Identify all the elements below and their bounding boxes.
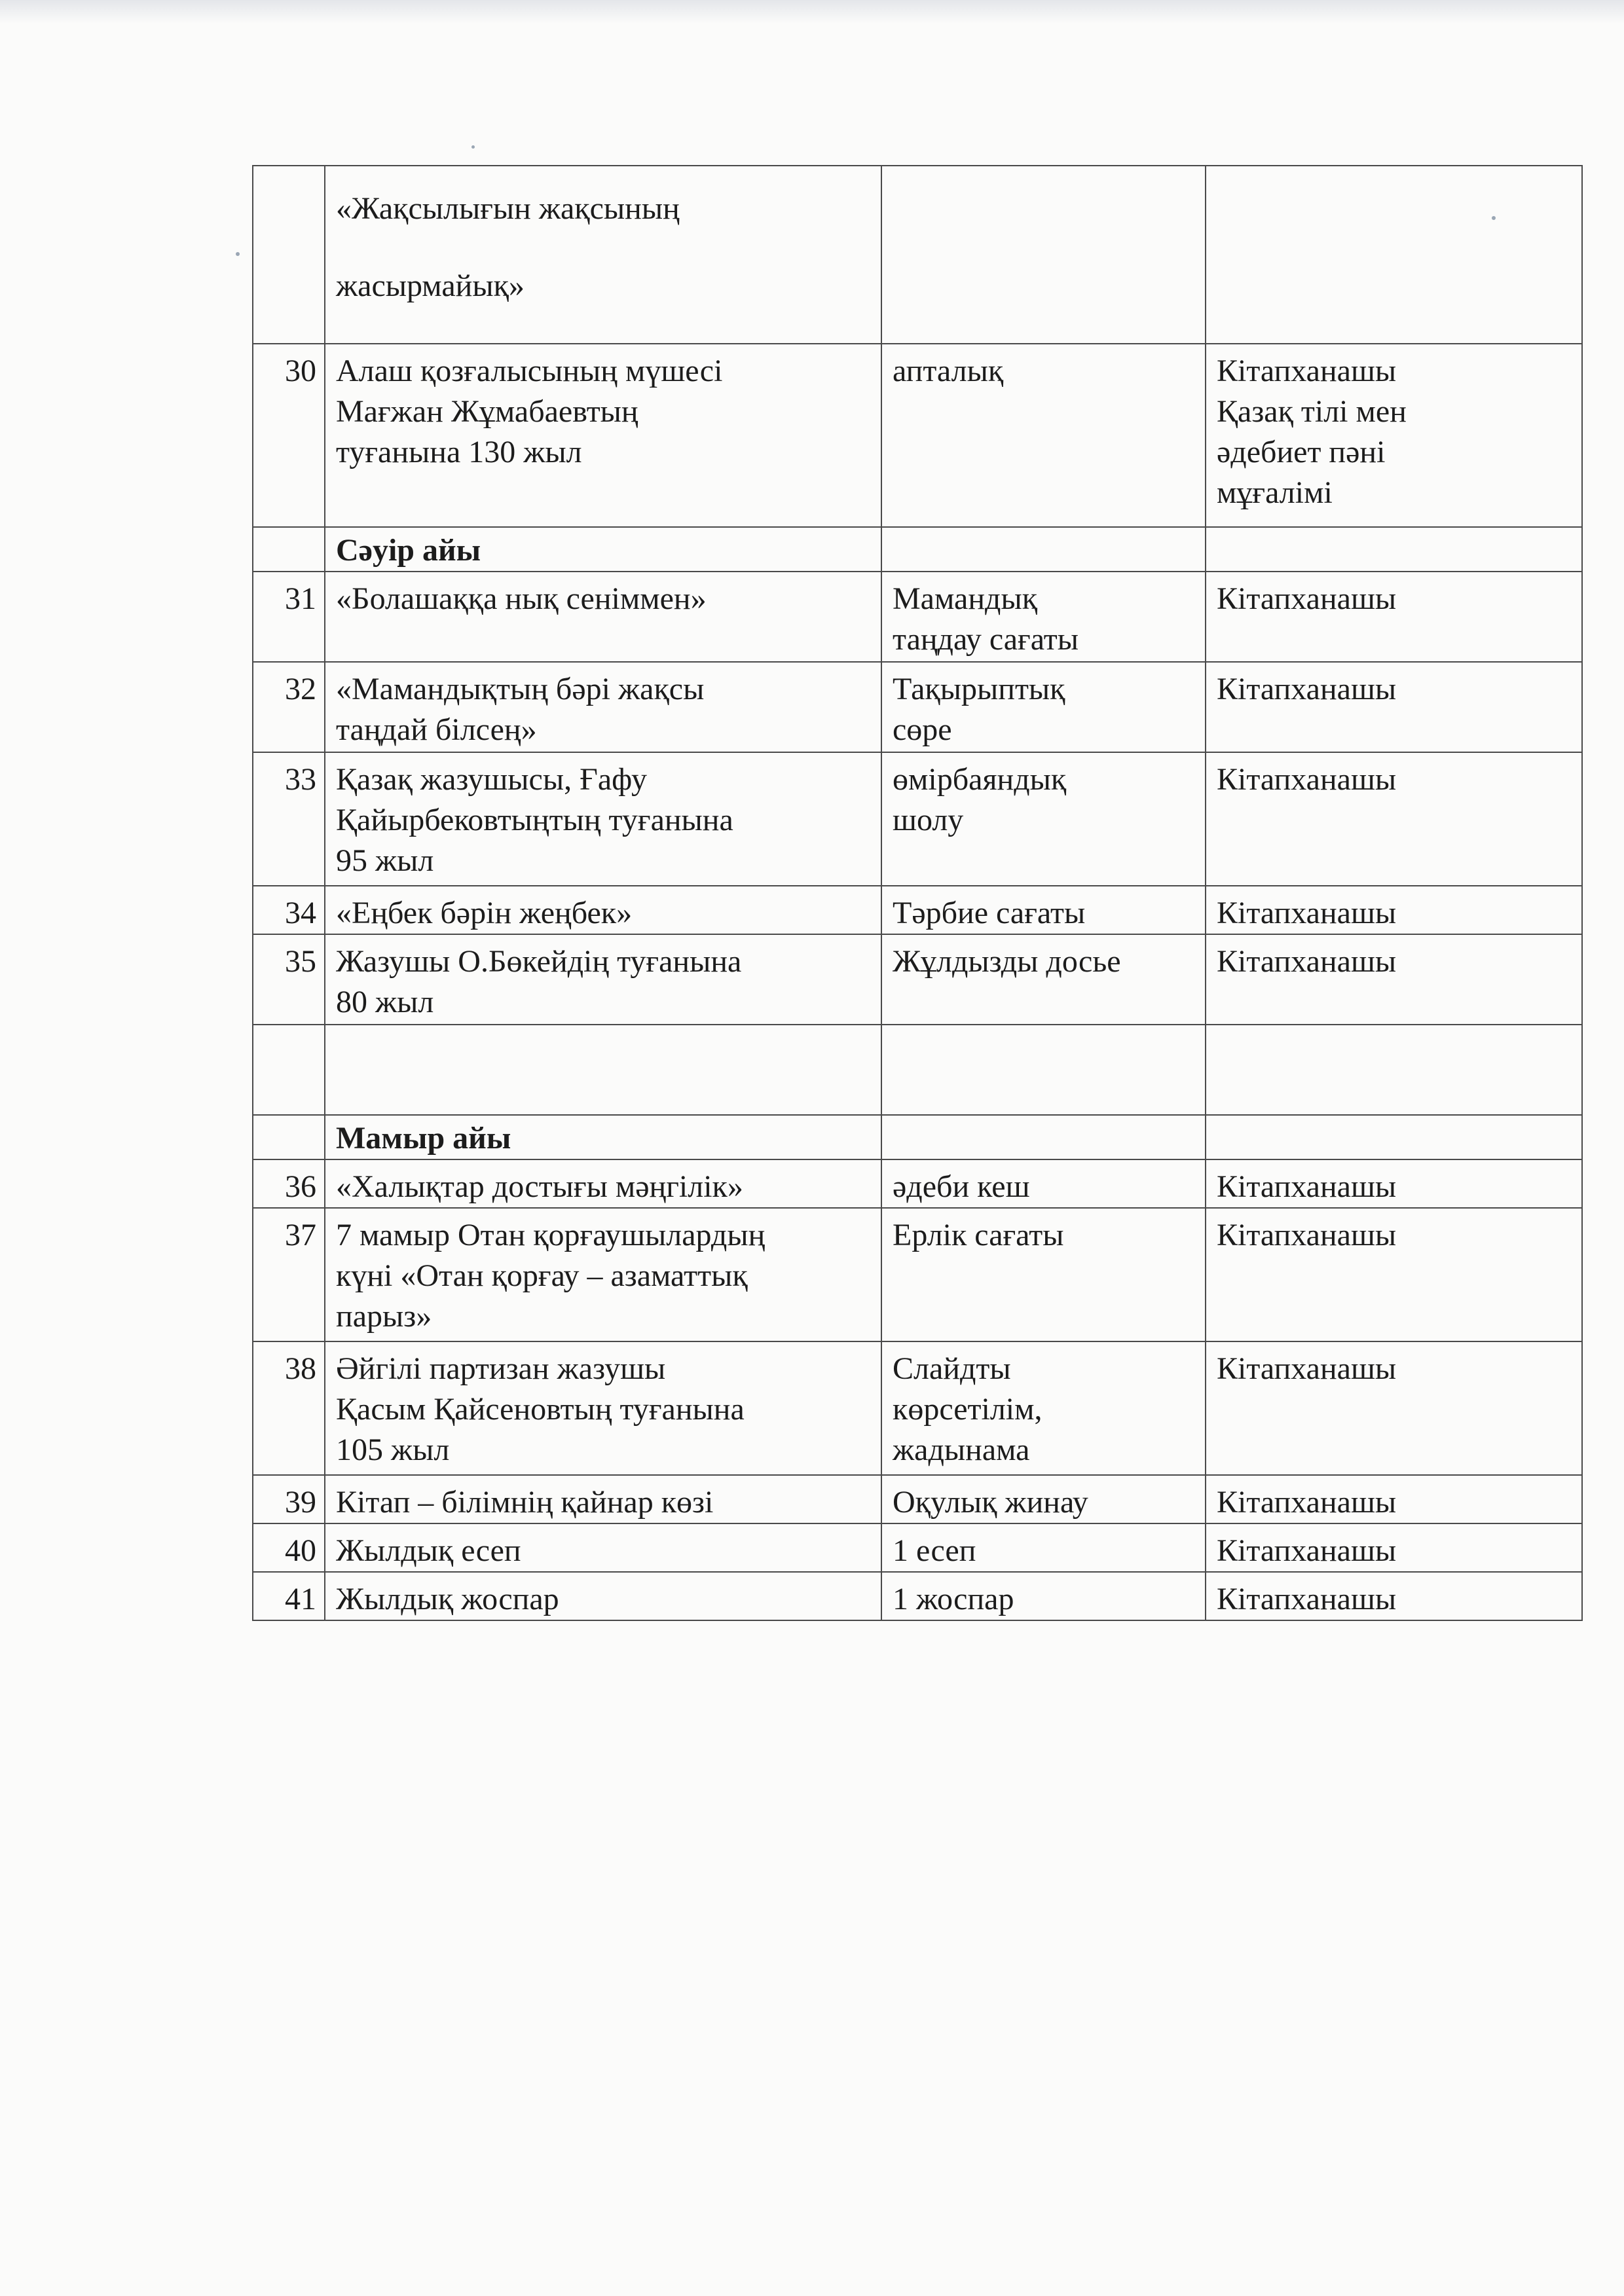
table-row — [253, 1159, 1582, 1208]
month-heading: Сәуір айы — [325, 527, 881, 572]
event-form: Слайдты көрсетілім, жадынама — [881, 1341, 1206, 1475]
table-row — [253, 1475, 1582, 1523]
plan-table — [252, 165, 1583, 1621]
event-title: Жылдық жоспар — [325, 1572, 881, 1620]
row-number: 38 — [253, 1341, 325, 1475]
table-row — [253, 752, 1582, 886]
event-responsible: Кітапханашы — [1206, 934, 1582, 1025]
table-row — [253, 344, 1582, 527]
plan-table-body — [253, 166, 1582, 1620]
event-title: Жылдық есеп — [325, 1523, 881, 1572]
row-number — [253, 1115, 325, 1159]
month-heading: Мамыр айы — [325, 1115, 881, 1159]
event-responsible: Кітапханашы — [1206, 1523, 1582, 1572]
event-title: «Болашаққа нық сеніммен» — [325, 572, 881, 662]
event-form: 1 есеп — [881, 1523, 1206, 1572]
event-title — [325, 1025, 881, 1115]
event-form: 1 жоспар — [881, 1572, 1206, 1620]
event-form — [881, 1115, 1206, 1159]
event-responsible: Кітапханашы — [1206, 1341, 1582, 1475]
event-form: өмірбаяндық шолу — [881, 752, 1206, 886]
row-number: 32 — [253, 662, 325, 752]
event-form — [881, 527, 1206, 572]
event-form: Жұлдызды досье — [881, 934, 1206, 1025]
row-number: 33 — [253, 752, 325, 886]
event-responsible — [1206, 527, 1582, 572]
table-row-month — [253, 527, 1582, 572]
scan-speck — [236, 252, 240, 256]
event-responsible — [1206, 1025, 1582, 1115]
row-number — [253, 166, 325, 344]
event-responsible: Кітапханашы — [1206, 1475, 1582, 1523]
table-row-blank — [253, 1025, 1582, 1115]
event-responsible: Кітапханашы — [1206, 572, 1582, 662]
event-responsible: Кітапханашы — [1206, 886, 1582, 934]
event-title: «Мамандықтың бәрі жақсы таңдай білсең» — [325, 662, 881, 752]
table-row — [253, 886, 1582, 934]
row-number: 30 — [253, 344, 325, 527]
event-form: Тақырыптық сөре — [881, 662, 1206, 752]
event-responsible: Кітапханашы — [1206, 1159, 1582, 1208]
event-form — [881, 1025, 1206, 1115]
table-row — [253, 572, 1582, 662]
event-responsible: Кітапханашы — [1206, 1208, 1582, 1341]
event-title: Әйгілі партизан жазушы Қасым Қайсеновтың туғанына 105 жыл — [325, 1341, 881, 1475]
row-number: 35 — [253, 934, 325, 1025]
event-title: «Халықтар достығы мәңгілік» — [325, 1159, 881, 1208]
event-responsible: Кітапханашы Қазақ тілі мен әдебиет пәні мұғалімі — [1206, 344, 1582, 527]
event-title: Кітап – білімнің қайнар көзі — [325, 1475, 881, 1523]
table-row — [253, 1341, 1582, 1475]
row-number: 31 — [253, 572, 325, 662]
event-responsible: Кітапханашы — [1206, 752, 1582, 886]
table-row — [253, 934, 1582, 1025]
scan-speck — [471, 145, 475, 149]
event-title: Жазушы О.Бөкейдің туғанына 80 жыл — [325, 934, 881, 1025]
event-form: Мамандық таңдау сағаты — [881, 572, 1206, 662]
event-title: «Жақсылығын жақсының жасырмайық» — [325, 166, 881, 344]
event-form: Оқулық жинау — [881, 1475, 1206, 1523]
event-form: апталық — [881, 344, 1206, 527]
event-responsible — [1206, 1115, 1582, 1159]
event-title: Қазақ жазушысы, Ғафу Қайырбековтыңтың туғанына 95 жыл — [325, 752, 881, 886]
table-row — [253, 1523, 1582, 1572]
scan-edge — [0, 0, 1624, 24]
table-row — [253, 166, 1582, 344]
row-number: 37 — [253, 1208, 325, 1341]
table-row-month — [253, 1115, 1582, 1159]
table-row — [253, 662, 1582, 752]
row-number: 40 — [253, 1523, 325, 1572]
table-row — [253, 1572, 1582, 1620]
event-form: Ерлік сағаты — [881, 1208, 1206, 1341]
row-number: 34 — [253, 886, 325, 934]
event-title: 7 мамыр Отан қорғаушылардың күні «Отан қорғау – азаматтық парыз» — [325, 1208, 881, 1341]
row-number: 39 — [253, 1475, 325, 1523]
event-responsible: Кітапханашы — [1206, 662, 1582, 752]
event-form: Тәрбие сағаты — [881, 886, 1206, 934]
row-number — [253, 1025, 325, 1115]
event-title: «Еңбек бәрін жеңбек» — [325, 886, 881, 934]
event-title: Алаш қозғалысының мүшесі Мағжан Жұмабаевтың туғанына 130 жыл — [325, 344, 881, 527]
table-row — [253, 1208, 1582, 1341]
row-number: 41 — [253, 1572, 325, 1620]
event-form — [881, 166, 1206, 344]
event-responsible — [1206, 166, 1582, 344]
event-form: әдеби кеш — [881, 1159, 1206, 1208]
event-responsible: Кітапханашы — [1206, 1572, 1582, 1620]
row-number — [253, 527, 325, 572]
row-number: 36 — [253, 1159, 325, 1208]
